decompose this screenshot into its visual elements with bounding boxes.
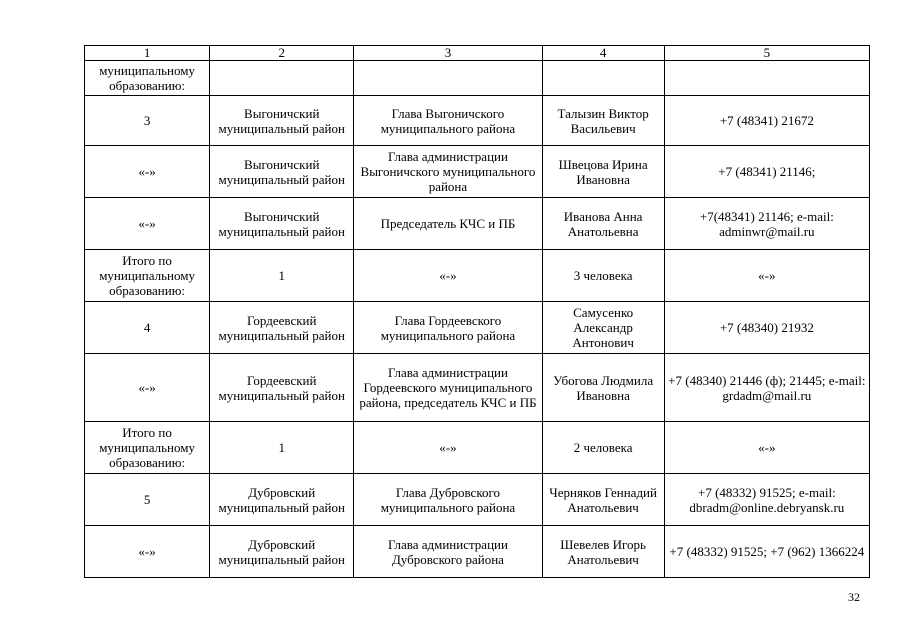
contact-cell: +7 (48341) 21672 bbox=[664, 96, 869, 146]
table-row bbox=[85, 250, 870, 302]
person-name-cell: 3 человека bbox=[542, 250, 664, 302]
district-cell: Дубровский муниципальный район bbox=[210, 526, 354, 578]
contact-cell: +7 (48332) 91525; +7 (962) 1366224 bbox=[664, 526, 869, 578]
position-cell: Глава Дубровского муниципального района bbox=[354, 474, 542, 526]
header-cell: 4 bbox=[542, 46, 664, 61]
table-row bbox=[85, 474, 870, 526]
contact-cell: +7(48341) 21146; e-mail: adminwr@mail.ru bbox=[664, 198, 869, 250]
table-row bbox=[85, 96, 870, 146]
table-row bbox=[85, 526, 870, 578]
row-label-cell: Итого по муниципальному образованию: bbox=[85, 250, 210, 302]
row-label-cell: 5 bbox=[85, 474, 210, 526]
position-cell: Глава Выгоничского муниципального района bbox=[354, 96, 542, 146]
district-cell: 1 bbox=[210, 250, 354, 302]
header-cell: 5 bbox=[664, 46, 869, 61]
contacts-table bbox=[84, 45, 870, 578]
header-cell: 1 bbox=[85, 46, 210, 61]
person-name-cell: 2 человека bbox=[542, 422, 664, 474]
row-label-cell: 4 bbox=[85, 302, 210, 354]
person-name-cell bbox=[542, 61, 664, 96]
district-cell bbox=[210, 61, 354, 96]
district-cell: Гордеевский муниципальный район bbox=[210, 302, 354, 354]
district-cell: Дубровский муниципальный район bbox=[210, 474, 354, 526]
contact-cell: +7 (48340) 21446 (ф); 21445; e-mail: grdadm@mail.ru bbox=[664, 354, 869, 422]
contact-cell: +7 (48340) 21932 bbox=[664, 302, 869, 354]
person-name-cell: Швецова Ирина Ивановна bbox=[542, 146, 664, 198]
position-cell: Глава администрации Гордеевского муниципального района, председатель КЧС и ПБ bbox=[354, 354, 542, 422]
table-row bbox=[85, 422, 870, 474]
row-label-cell: «-» bbox=[85, 526, 210, 578]
table-row bbox=[85, 61, 870, 96]
table-row bbox=[85, 198, 870, 250]
table-row bbox=[85, 354, 870, 422]
person-name-cell: Самусенко Александр Антонович bbox=[542, 302, 664, 354]
district-cell: Выгоничский муниципальный район bbox=[210, 96, 354, 146]
district-cell: Гордеевский муниципальный район bbox=[210, 354, 354, 422]
district-cell: 1 bbox=[210, 422, 354, 474]
position-cell: Глава администрации Выгоничского муниципального района bbox=[354, 146, 542, 198]
position-cell: Председатель КЧС и ПБ bbox=[354, 198, 542, 250]
person-name-cell: Талызин Виктор Васильевич bbox=[542, 96, 664, 146]
row-label-cell: «-» bbox=[85, 146, 210, 198]
position-cell bbox=[354, 61, 542, 96]
person-name-cell: Черняков Геннадий Анатольевич bbox=[542, 474, 664, 526]
contact-cell: +7 (48341) 21146; bbox=[664, 146, 869, 198]
district-cell: Выгоничский муниципальный район bbox=[210, 198, 354, 250]
table-row bbox=[85, 146, 870, 198]
row-label-cell: «-» bbox=[85, 198, 210, 250]
contact-cell: +7 (48332) 91525; e-mail: dbradm@online.debryansk.ru bbox=[664, 474, 869, 526]
contact-cell bbox=[664, 61, 869, 96]
row-label-cell: муниципальному образованию: bbox=[85, 61, 210, 96]
row-label-cell: «-» bbox=[85, 354, 210, 422]
contact-cell: «-» bbox=[664, 422, 869, 474]
row-label-cell: Итого по муниципальному образованию: bbox=[85, 422, 210, 474]
district-cell: Выгоничский муниципальный район bbox=[210, 146, 354, 198]
page-number: 32 bbox=[848, 590, 860, 604]
position-cell: «-» bbox=[354, 422, 542, 474]
person-name-cell: Иванова Анна Анатольевна bbox=[542, 198, 664, 250]
person-name-cell: Убогова Людмила Ивановна bbox=[542, 354, 664, 422]
header-row bbox=[85, 46, 870, 61]
row-label-cell: 3 bbox=[85, 96, 210, 146]
position-cell: Глава администрации Дубровского района bbox=[354, 526, 542, 578]
table-row bbox=[85, 302, 870, 354]
position-cell: «-» bbox=[354, 250, 542, 302]
header-cell: 2 bbox=[210, 46, 354, 61]
header-cell: 3 bbox=[354, 46, 542, 61]
position-cell: Глава Гордеевского муниципального района bbox=[354, 302, 542, 354]
person-name-cell: Шевелев Игорь Анатольевич bbox=[542, 526, 664, 578]
contact-cell: «-» bbox=[664, 250, 869, 302]
